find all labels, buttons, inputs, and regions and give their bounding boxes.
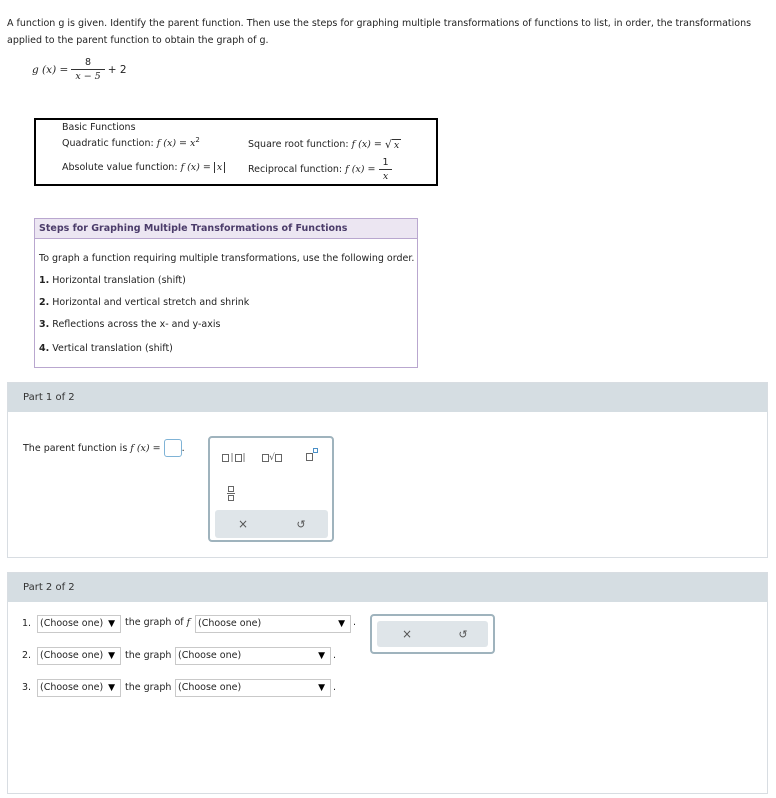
quadratic-formula: f (x) = x <box>156 138 196 149</box>
given-function-fraction <box>71 56 104 83</box>
parent-function-question: The parent function is f (x) = . <box>23 439 185 457</box>
clear-icon[interactable]: × <box>237 517 249 531</box>
steps-title: Steps for Graphing Multiple Transformations of Functions <box>35 219 417 239</box>
prompt-line-2: applied to the parent function to obtain the graph of g. <box>7 35 269 46</box>
part-2-panel <box>7 572 768 794</box>
absolute-value-template-icon[interactable]: | | <box>220 450 248 466</box>
step-item <box>39 343 173 354</box>
select-value: (Choose one) <box>178 682 242 693</box>
question-fx: f (x) = <box>130 442 161 454</box>
abs-arg: x <box>214 162 225 173</box>
given-function-lhs: g (x) = <box>32 63 69 76</box>
dropdown-arrow-icon: ▼ <box>318 651 325 661</box>
step-text: Vertical translation (shift) <box>52 343 173 354</box>
target-select-2[interactable] <box>175 647 331 665</box>
row-connector: the graph <box>125 682 172 693</box>
step-item <box>39 319 220 330</box>
select-value: (Choose one) <box>40 650 104 661</box>
sqrt-lhs: f (x) = <box>351 139 382 150</box>
row-number: 3. <box>22 682 32 693</box>
parent-function-answer-box[interactable] <box>164 439 182 457</box>
step-number: 2. <box>39 297 50 308</box>
undo-icon[interactable]: ↺ <box>458 627 468 641</box>
select-value: (Choose one) <box>198 618 262 629</box>
row-number: 1. <box>22 618 32 629</box>
step-number: 3. <box>39 319 50 330</box>
row-connector: the graph <box>125 650 172 661</box>
undo-icon[interactable]: ↺ <box>296 517 306 531</box>
steps-box <box>34 218 418 368</box>
row-number: 2. <box>22 650 32 661</box>
target-select-3[interactable] <box>175 679 331 697</box>
sqrt-label: Square root function: <box>248 139 349 150</box>
step-number: 4. <box>39 343 50 354</box>
dropdown-arrow-icon: ▼ <box>108 683 115 693</box>
given-function-tail: + 2 <box>107 63 127 76</box>
abs-lhs: f (x) = <box>180 162 211 173</box>
recip-numerator: 1 <box>382 157 389 168</box>
clear-icon[interactable]: × <box>401 627 413 641</box>
transformation-select-1[interactable] <box>37 615 121 633</box>
part-2-action-palette <box>370 614 495 654</box>
dropdown-arrow-icon: ▼ <box>338 619 345 629</box>
step-text: Horizontal translation (shift) <box>52 275 186 286</box>
given-function-denominator: x − 5 <box>71 69 104 83</box>
select-value: (Choose one) <box>40 682 104 693</box>
recip-lhs: f (x) = <box>345 164 376 175</box>
radical-icon: √ <box>384 138 392 151</box>
absolute-value-function <box>62 162 225 173</box>
recip-label: Reciprocal function: <box>248 164 343 175</box>
connector-f: f <box>186 617 191 628</box>
step-text: Horizontal and vertical stretch and shrink <box>52 297 250 308</box>
step-text: Reflections across the x- and y-axis <box>52 319 221 330</box>
step-item <box>39 275 186 286</box>
select-value: (Choose one) <box>178 650 242 661</box>
dropdown-arrow-icon: ▼ <box>108 651 115 661</box>
step-number: 1. <box>39 275 50 286</box>
transformation-select-3[interactable] <box>37 679 121 697</box>
part-1-panel <box>7 382 768 558</box>
quadratic-function <box>62 135 200 149</box>
recip-denominator: x <box>379 169 392 183</box>
steps-intro: To graph a function requiring multiple transformations, use the following order. <box>39 253 415 264</box>
target-select-1[interactable] <box>195 615 351 633</box>
step-item <box>39 297 249 308</box>
square-root-template-icon[interactable] <box>258 450 286 466</box>
dropdown-arrow-icon: ▼ <box>108 619 115 629</box>
recip-fraction <box>378 156 392 183</box>
exponent-template-icon[interactable] <box>302 448 322 466</box>
reciprocal-function <box>248 156 396 183</box>
sqrt-symbol: √ <box>269 453 275 463</box>
select-value: (Choose one) <box>40 618 104 629</box>
basic-functions-title: Basic Functions <box>62 122 136 133</box>
question-text: The parent function is <box>23 442 128 454</box>
quadratic-label: Quadratic function: <box>62 138 154 149</box>
basic-functions-box <box>34 118 438 186</box>
row-connector <box>125 617 190 628</box>
part-2-header: Part 2 of 2 <box>8 573 767 602</box>
palette-action-bar <box>377 621 488 647</box>
prompt-line-1: A function g is given. Identify the parent function. Then use the steps for graphing multiple transformations of functions to list, in order, the transformations <box>7 18 752 29</box>
given-function <box>32 56 127 83</box>
part-1-header: Part 1 of 2 <box>8 383 767 412</box>
quadratic-exponent: 2 <box>195 135 200 144</box>
abs-label: Absolute value function: <box>62 162 178 173</box>
square-root-function <box>248 138 401 151</box>
fraction-template-icon[interactable] <box>224 484 238 502</box>
sqrt-arg: x <box>393 139 400 151</box>
problem-prompt <box>7 15 767 49</box>
palette-action-bar <box>215 510 328 538</box>
dropdown-arrow-icon: ▼ <box>318 683 325 693</box>
connector-text: the graph of <box>125 617 184 628</box>
math-palette <box>208 436 334 542</box>
transformation-select-2[interactable] <box>37 647 121 665</box>
given-function-numerator: 8 <box>84 57 92 68</box>
